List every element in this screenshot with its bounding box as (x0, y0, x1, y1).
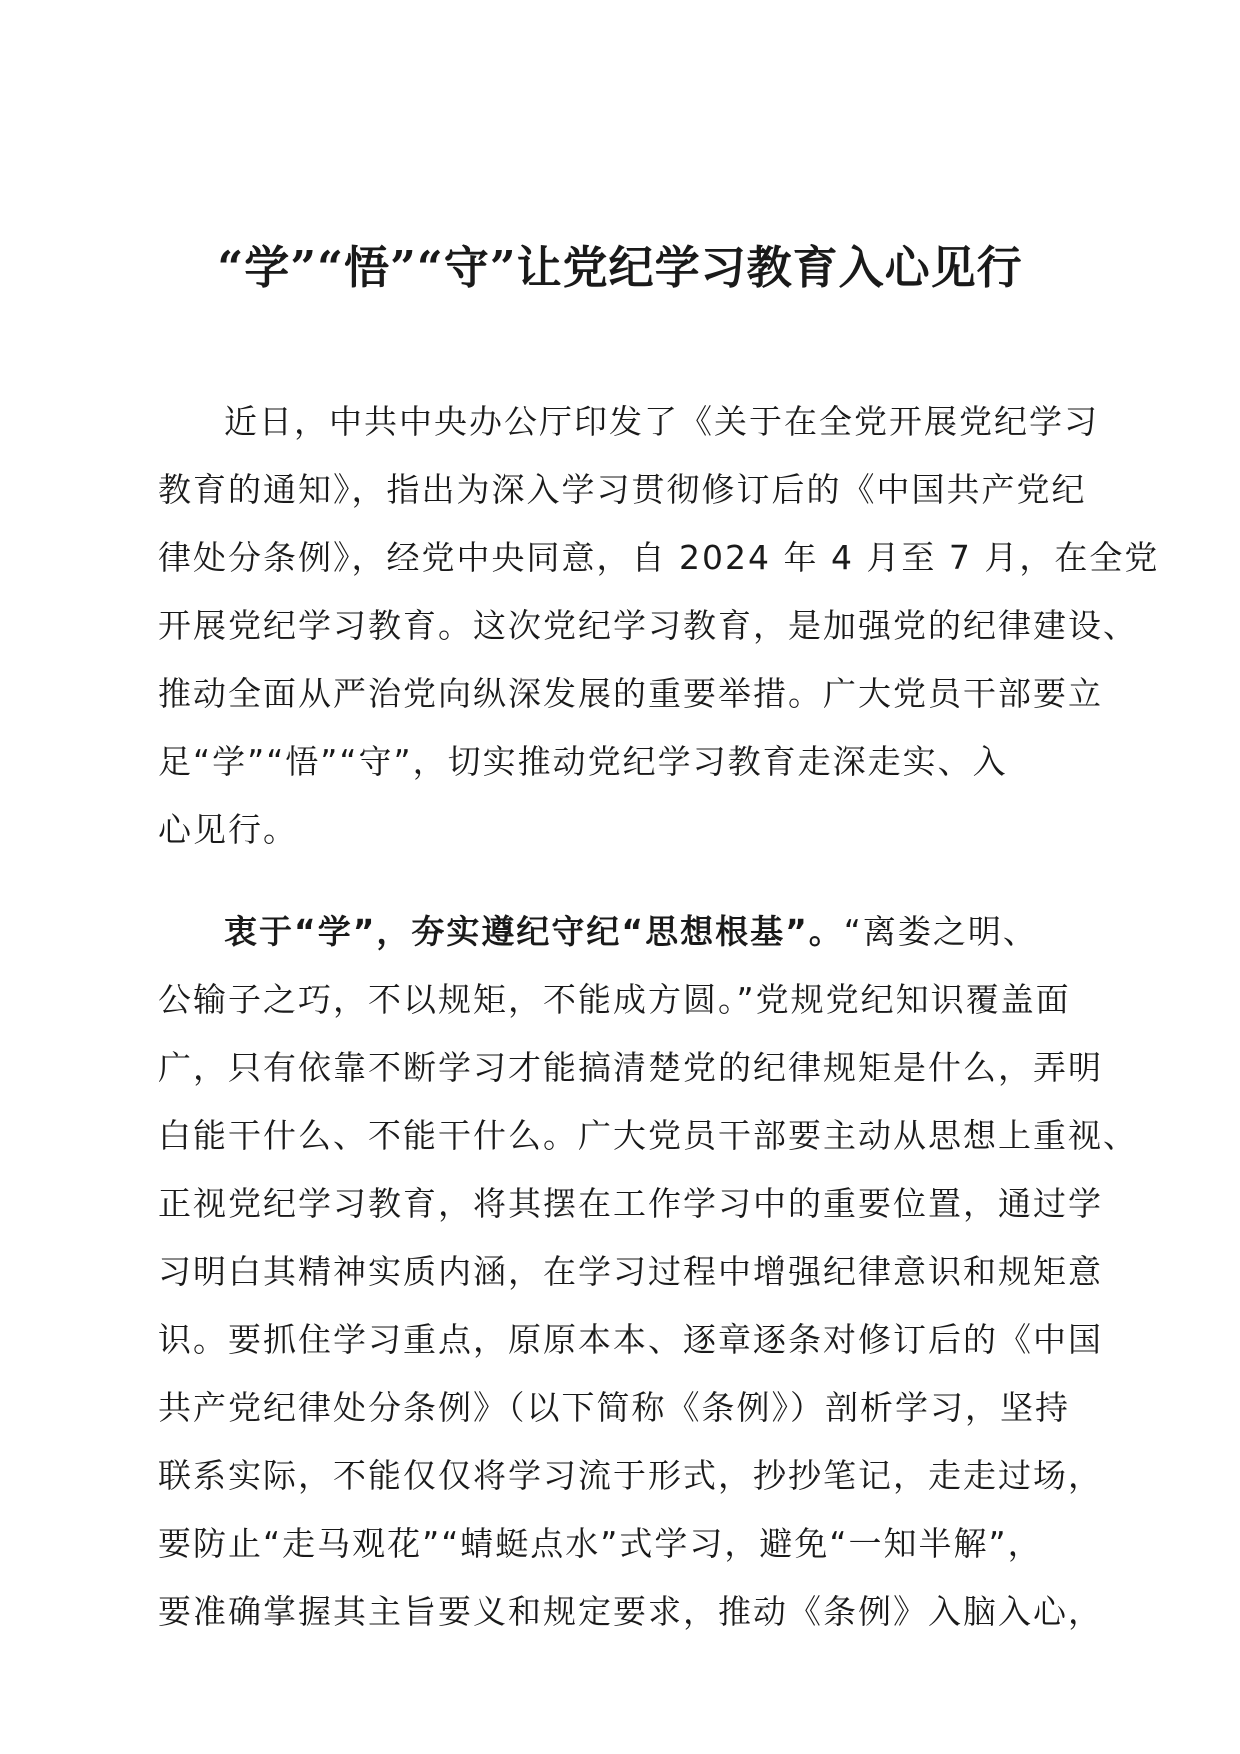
paragraph-line: 联系实际，不能仅仅将学习流于形式，抄抄笔记，走走过场， (158, 1456, 1103, 1495)
paragraph-line: 识。要抓住学习重点，原原本本、逐章逐条对修订后的《中国 (158, 1320, 1103, 1359)
paragraph-line: 习明白其精神实质内涵，在学习过程中增强纪律意识和规矩意 (158, 1252, 1103, 1291)
section-first-line-text: “离娄之明、 (843, 912, 1038, 951)
paragraph-line: 近日，中共中央办公厅印发了《关于在全党开展党纪学习 (224, 402, 1099, 441)
paragraph-line: 白能干什么、不能干什么。广大党员干部要主动从思想上重视、 (158, 1116, 1138, 1155)
paragraph-line: 公输子之巧，不以规矩，不能成方圆。”党规党纪知识覆盖面 (158, 980, 1071, 1019)
paragraph-line: 开展党纪学习教育。这次党纪学习教育，是加强党的纪律建设、 (158, 606, 1138, 645)
paragraph-2 (158, 898, 1138, 1646)
paragraph-line: 要防止“走马观花”“蜻蜓点水”式学习，避免“一知半解”， (158, 1524, 1043, 1563)
paragraph-spacer (158, 864, 1090, 898)
paragraph-line: 足“学”“悟”“守”，切实推动党纪学习教育走深走实、入 (158, 742, 1008, 781)
document-body (158, 388, 1160, 1646)
paragraph-line: 广，只有依靠不断学习才能搞清楚党的纪律规矩是什么，弄明 (158, 1048, 1103, 1087)
paragraph-line: 共产党纪律处分条例》（以下简称《条例》）剖析学习，坚持 (158, 1388, 1070, 1427)
paragraph-line: 律处分条例》，经党中央同意，自 2024 年 4 月至 7 月，在全党 (158, 538, 1160, 577)
paragraph-line: 心见行。 (158, 810, 298, 849)
paragraph-line: 要准确掌握其主旨要义和规定要求，推动《条例》入脑入心， (158, 1592, 1103, 1631)
paragraph-1 (158, 388, 1160, 864)
paragraph-line: 推动全面从严治党向纵深发展的重要举措。广大党员干部要立 (158, 674, 1103, 713)
paragraph-line: 正视党纪学习教育，将其摆在工作学习中的重要位置，通过学 (158, 1184, 1103, 1223)
paragraph-line: 教育的通知》，指出为深入学习贯彻修订后的《中国共产党纪 (158, 470, 1087, 509)
paragraph-first-line (158, 898, 1090, 966)
section-heading: 衷于“学”，夯实遵纪守纪“思想根基”。 (224, 912, 844, 951)
document-title: “学”“悟”“守”让党纪学习教育入心见行 (217, 241, 1023, 294)
